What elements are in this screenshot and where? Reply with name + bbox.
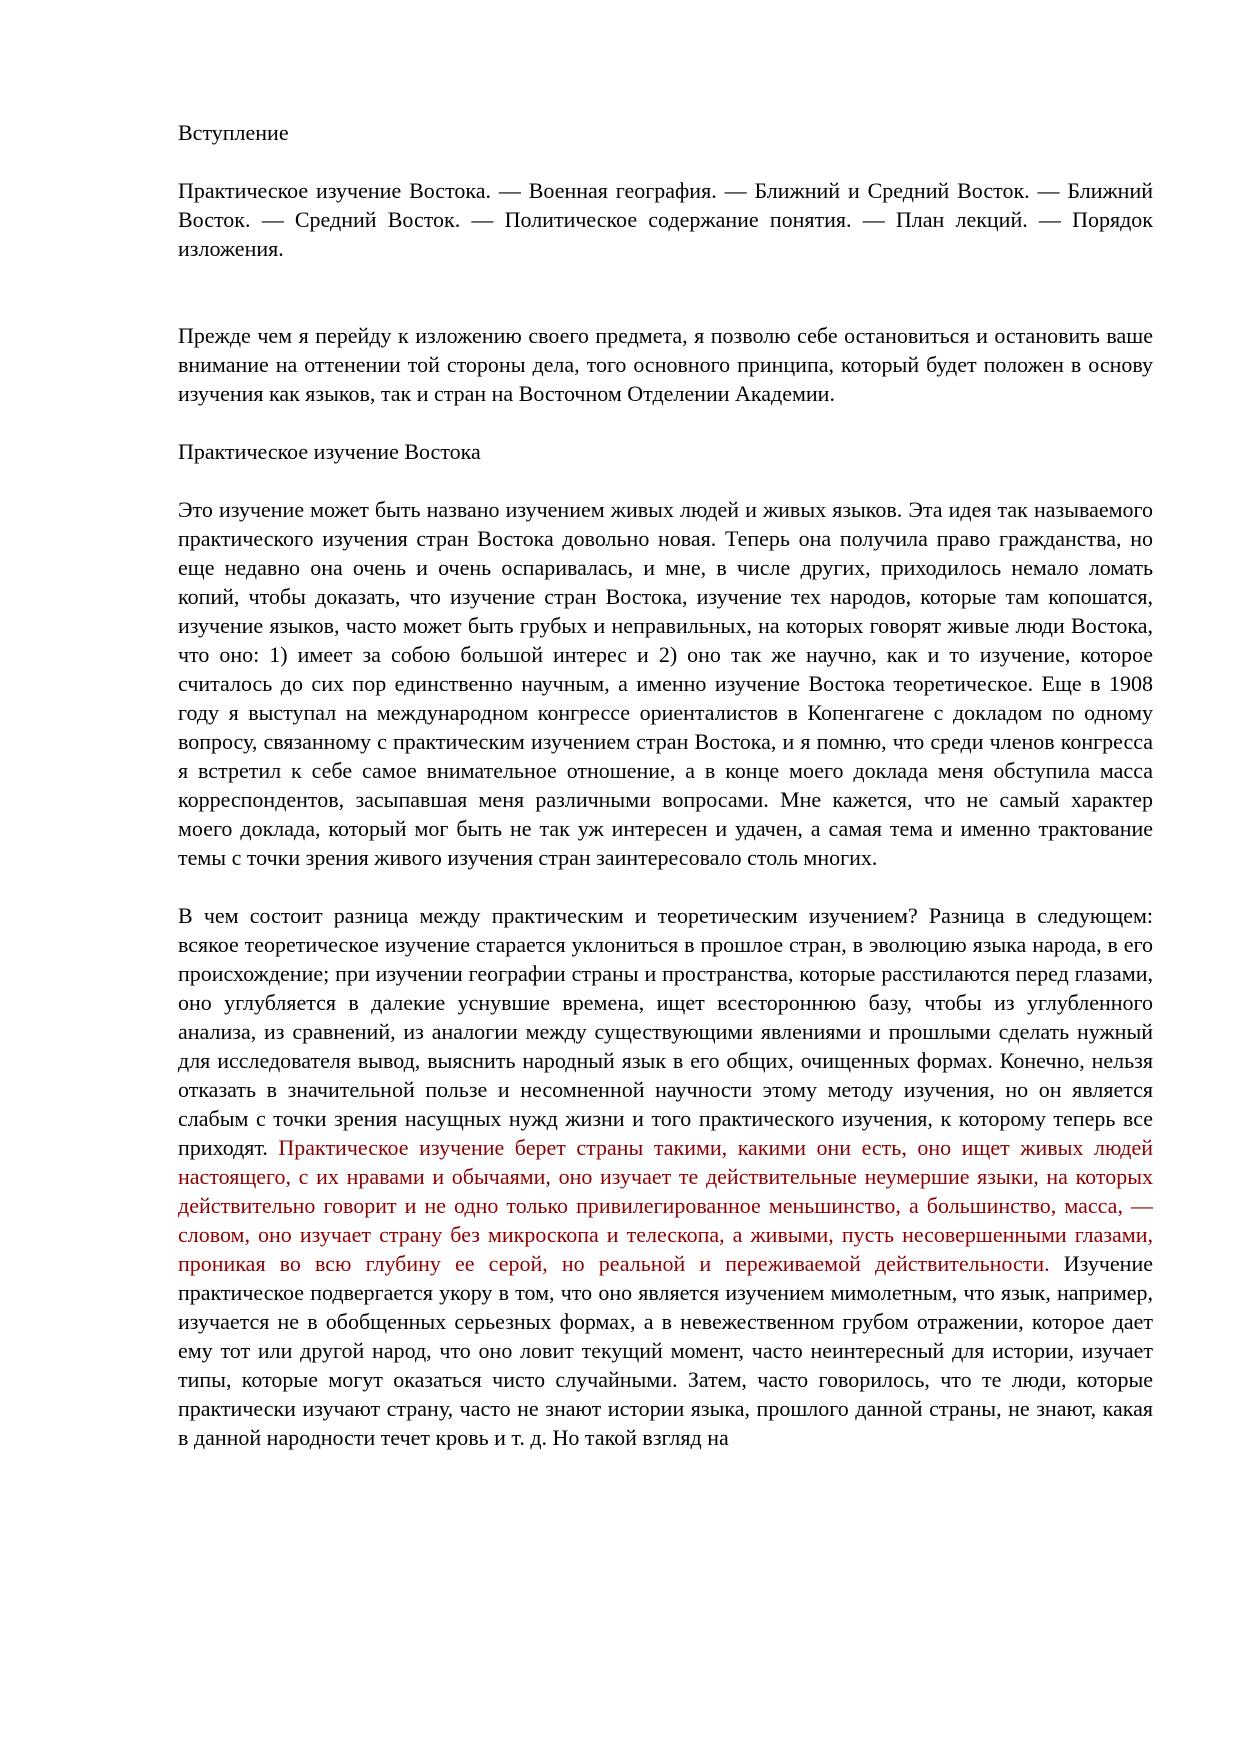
topics-summary: Практическое изучение Востока. — Военная география. — Ближний и Средний Восток. — Ближний Восток. — Средний Восток. — Политическое содержание понятия. — План лекций. — Порядок изложения. [178, 178, 1153, 261]
section-heading: Практическое изучение Востока [178, 439, 481, 464]
paragraph-text-after-highlight: Изучение практическое подвергается укору в том, что оно является изучением мимолетным, что язык, например, изучается не в обобщенных серьезных формах, а в невежественном грубом отражении, которое дает ему тот или другой народ, что оно ловит текущий момент, часто неинтересный для истории, изучает типы, которые могут оказаться чисто случайными. Затем, часто говорилось, что те люди, которые практически изучают страну, часто не знают истории языка, прошлого данной страны, не знают, какая в данной народности течет кровь и т. д. Но такой взгляд на [178, 1251, 1153, 1450]
highlighted-passage: Практическое изучение берет страны такими, какими они есть, оно ищет живых людей настоящего, с их нравами и обычаями, оно изучает те действительные неумершие языки, на которых действительно говорит и не одно только привилегированное меньшинство, а большинство, масса, — словом, оно изучает страну без микроскопа и телескопа, а живыми, пусть несовершенными глазами, проникая во всю глубину ее серой, но реальной и переживаемой действительности. [178, 1135, 1153, 1276]
intro-heading: Вступление [178, 120, 289, 145]
opening-paragraph: Прежде чем я перейду к изложению своего предмета, я позволю себе остановиться и остановить ваше внимание на оттенении той стороны дела, того основного принципа, который будет положен в основу изучения как языков, так и стран на Восточном Отделении Академии. [178, 323, 1153, 406]
paragraph-live-study: Это изучение может быть названо изучением живых людей и живых языков. Эта идея так называемого практического изучения стран Востока довольно новая. Теперь она получила право гражданства, но еще недавно она очень и очень оспаривалась, и мне, в числе других, приходилось немало ломать копий, чтобы доказать, что изучение стран Востока, изучение тех народов, которые там копошатся, изучение языков, часто может быть грубых и неправильных, на которых говорят живые люди Востока, что оно: 1) имеет за собою большой интерес и 2) оно так же научно, как и то изучение, которое считалось до сих пор единственно научным, а именно изучение Востока теоретическое. Еще в 1908 году я выступал на международном конгрессе ориенталистов в Копенгагене с докладом по одному вопросу, связанному с практическим изучением стран Востока, и я помню, что среди членов конгресса я встретил к себе самое внимательное отношение, а в конце моего доклада меня обступила масса корреспондентов, засыпавшая меня различными вопросами. Мне кажется, что не самый характер моего доклада, который мог быть не так уж интересен и удачен, а самая тема и именно трактование темы с точки зрения живого изучения стран заинтересовало столь многих. [178, 497, 1153, 870]
document-body [178, 118, 1153, 1452]
paragraph-text-before-highlight: В чем состоит разница между практическим и теоретическим изучением? Разница в следующем: всякое теоретическое изучение старается уклониться в прошлое стран, в эволюцию языка народа, в его происхождение; при изучении географии страны и пространства, которые расстилаются перед глазами, оно углубляется в далекие уснувшие времена, ищет всестороннюю базу, чтобы из углубленного анализа, из сравнений, из аналогии между существующими явлениями и прошлыми сделать нужный для исследователя вывод, выяснить народный язык в его общих, очищенных формах. Конечно, нельзя отказать в значительной пользе и несомненной научности этому методу изучения, но он является слабым с точки зрения насущных нужд жизни и того практического изучения, к которому теперь все приходят. [178, 903, 1153, 1160]
paragraph-practical-vs-theoretical [178, 901, 1153, 1452]
